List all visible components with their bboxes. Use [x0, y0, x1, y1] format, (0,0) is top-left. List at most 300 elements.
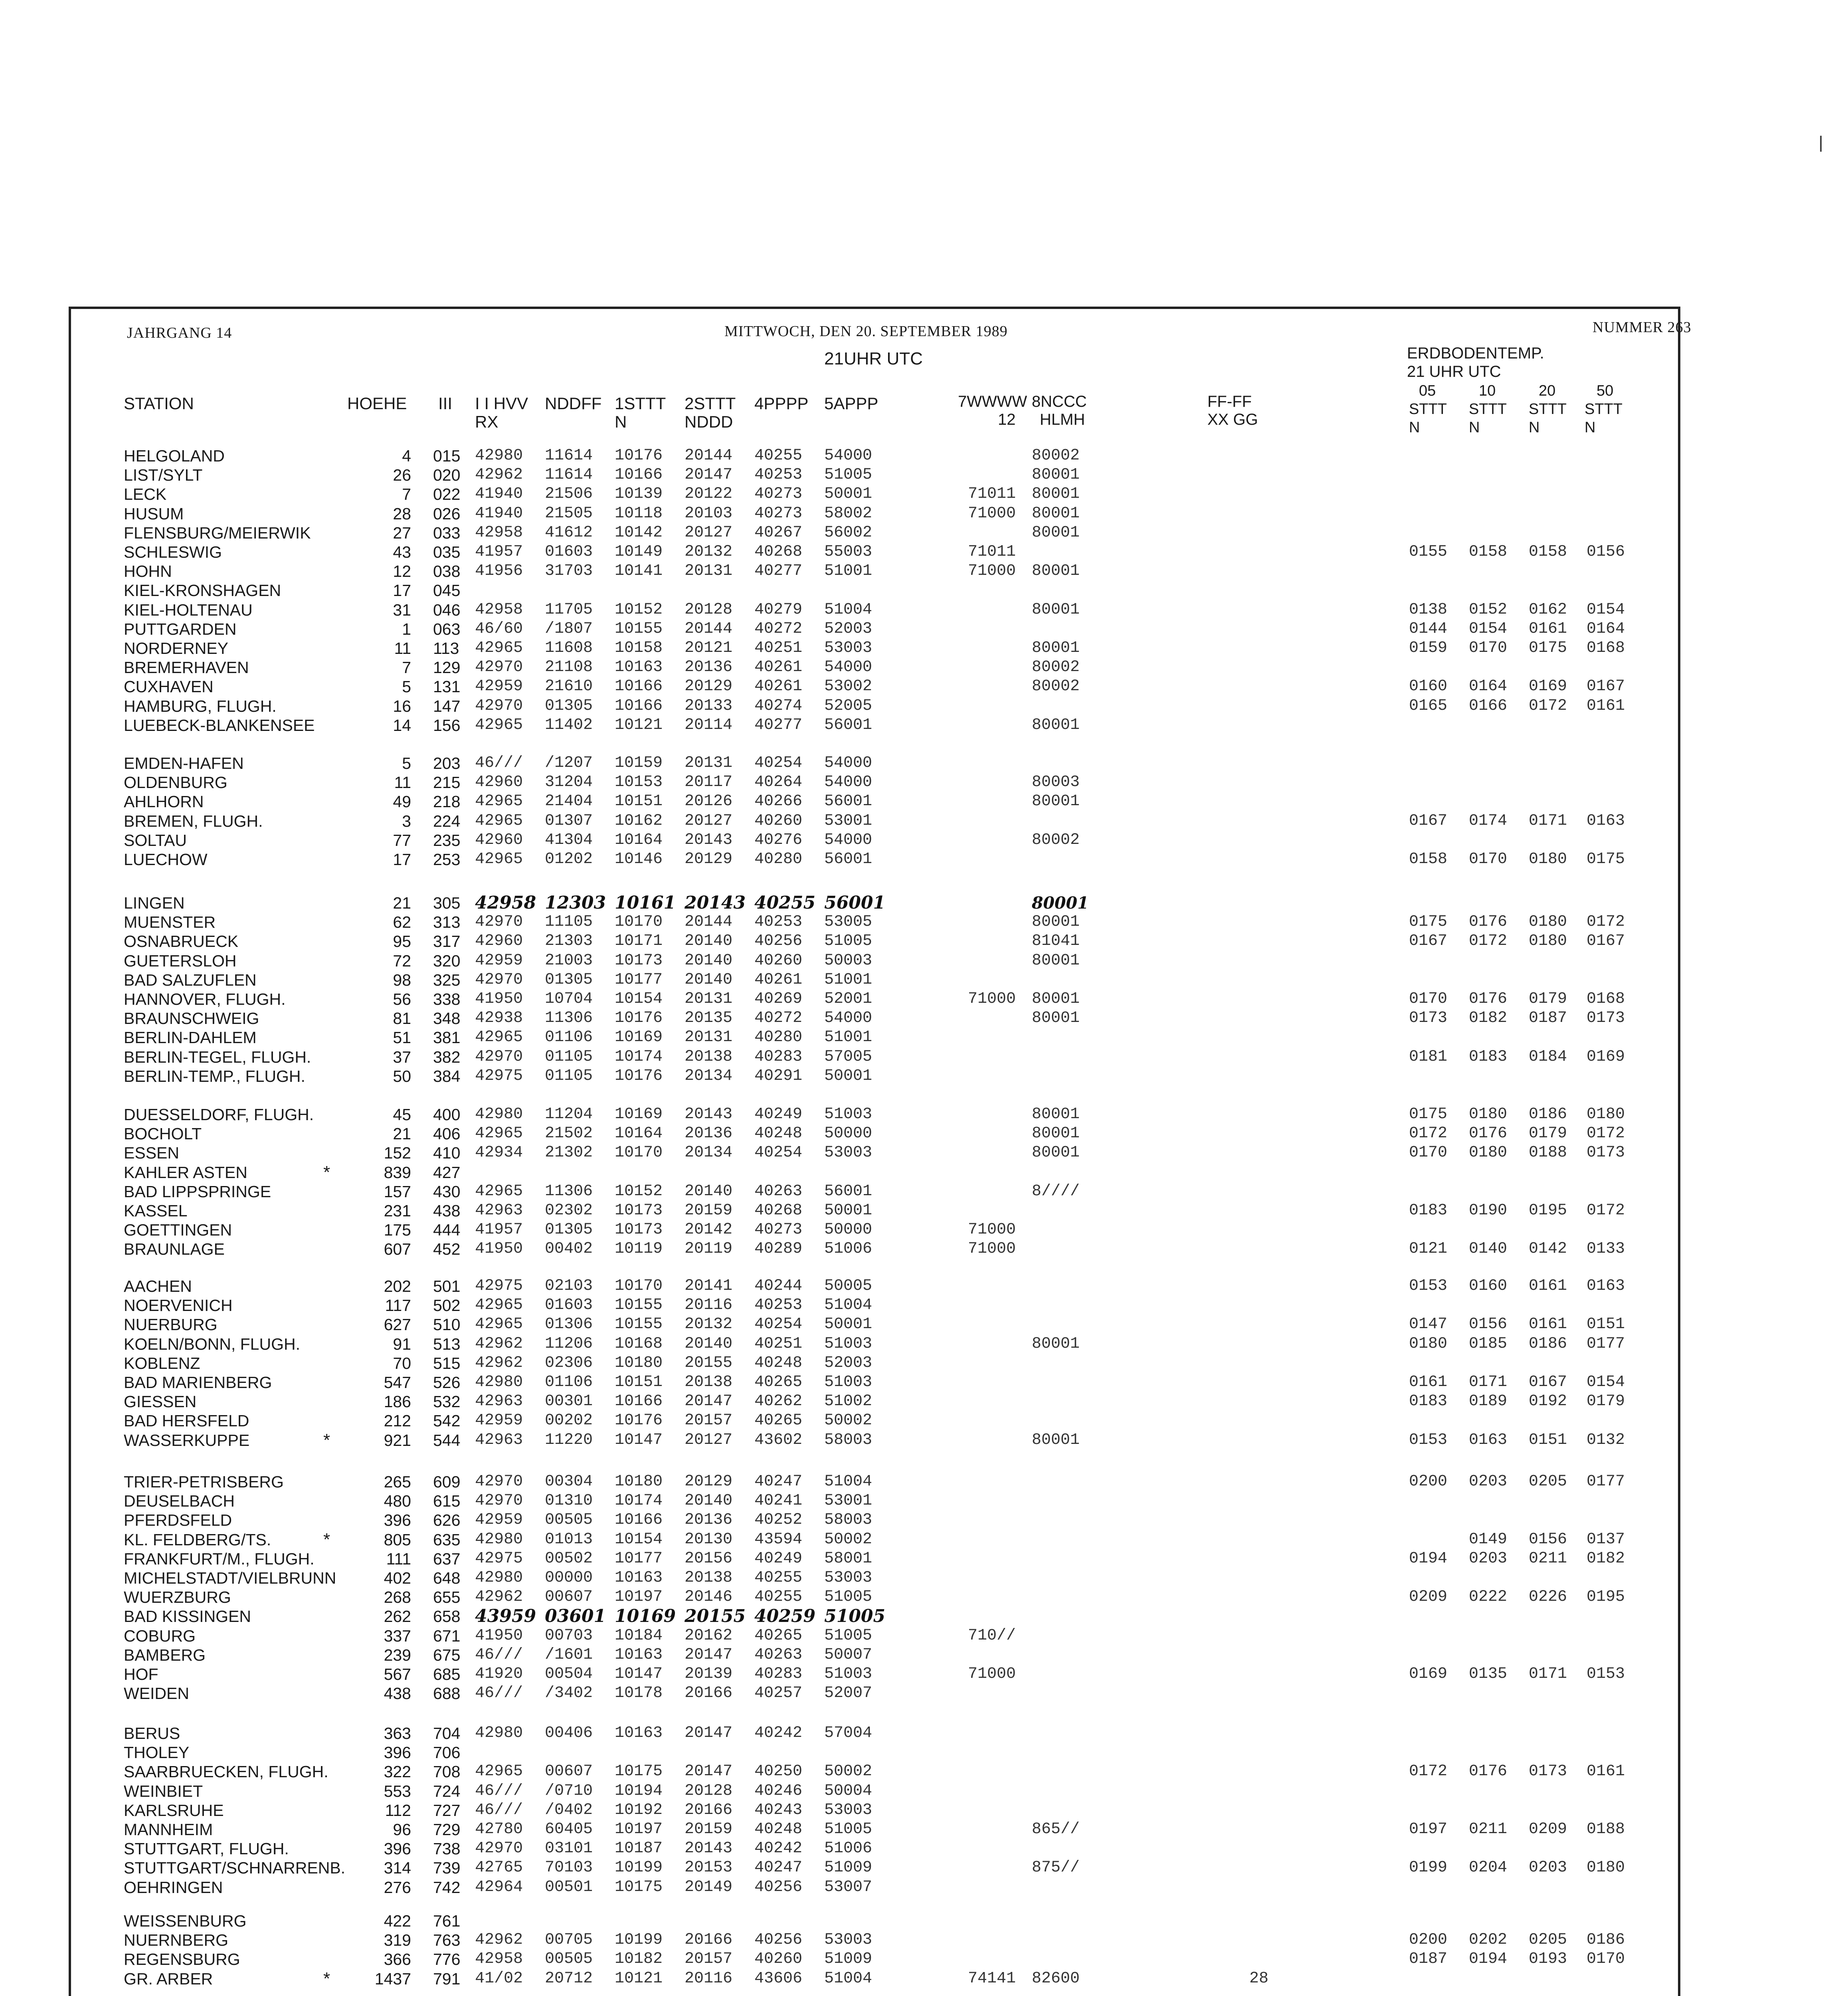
- station-name: WASSERKUPPE: [124, 1431, 250, 1449]
- obs-group: 20138: [685, 1048, 733, 1066]
- soil-temp-value: 0152: [1469, 600, 1508, 619]
- soil-temp-value: 0137: [1587, 1530, 1625, 1548]
- soil-temp-value: 0179: [1529, 1125, 1567, 1143]
- obs-group: 42965: [475, 1315, 523, 1334]
- obs-group: 20117: [685, 773, 733, 792]
- obs-group: 42963: [475, 1431, 523, 1449]
- obs-group: 10161: [615, 893, 676, 913]
- station-id: 452: [433, 1240, 461, 1259]
- cloud-group: 80002: [1032, 831, 1080, 849]
- station-id: 406: [433, 1125, 461, 1143]
- obs-group: 10173: [615, 951, 663, 970]
- obs-group: 41950: [475, 1240, 523, 1258]
- obs-group: 51004: [824, 1473, 873, 1491]
- soil-n-3: N: [1529, 419, 1540, 436]
- obs-group: 20134: [685, 1067, 733, 1085]
- obs-group: 58002: [824, 504, 873, 523]
- obs-group: 20126: [685, 792, 733, 811]
- obs-group: 00607: [545, 1588, 593, 1606]
- obs-group: 41950: [475, 1626, 523, 1645]
- soil-temp-value: 0185: [1469, 1335, 1508, 1353]
- station-id: 637: [433, 1549, 461, 1568]
- station-height: 62: [393, 913, 411, 932]
- soil-temp-value: 0169: [1587, 1048, 1625, 1066]
- obs-group: 57005: [824, 1048, 873, 1066]
- obs-group: 20153: [685, 1859, 733, 1877]
- cloud-group: 80002: [1032, 658, 1080, 677]
- table-row: [0, 970, 1848, 990]
- obs-group: 10176: [615, 1009, 663, 1028]
- station-id: 438: [433, 1202, 461, 1220]
- soil-temp-value: 0180: [1469, 1105, 1508, 1123]
- obs-group: 42965: [475, 1182, 523, 1200]
- obs-group: 51005: [824, 466, 873, 484]
- obs-group: 40267: [754, 523, 803, 542]
- obs-group: 10178: [615, 1684, 663, 1703]
- soil-temp-value: 0175: [1529, 639, 1567, 657]
- soil-temp-value: 0167: [1587, 932, 1625, 950]
- cloud-group: 80001: [1032, 716, 1080, 734]
- cloud-group: 80001: [1032, 1105, 1080, 1123]
- obs-group: 53003: [824, 1931, 873, 1949]
- obs-group: 51004: [824, 1296, 873, 1315]
- obs-group: 20134: [685, 1144, 733, 1162]
- table-row: [0, 1607, 1848, 1626]
- table-row: [0, 1163, 1848, 1182]
- soil-temp-value: 0166: [1469, 697, 1508, 715]
- soil-temp-value: 0186: [1529, 1335, 1567, 1353]
- soil-temp-value: 0183: [1409, 1202, 1448, 1220]
- obs-group: 42959: [475, 1511, 523, 1529]
- obs-group: 01105: [545, 1067, 593, 1085]
- obs-group: 42962: [475, 1931, 523, 1949]
- obs-group: 20146: [685, 1588, 733, 1606]
- obs-group: 10151: [615, 792, 663, 811]
- obs-group: 50007: [824, 1646, 873, 1664]
- obs-group: 50001: [824, 1067, 873, 1085]
- obs-group: 11105: [545, 913, 593, 931]
- station-name: STUTTGART, FLUGH.: [124, 1840, 289, 1858]
- station-id: 430: [433, 1182, 461, 1201]
- table-row: [0, 1950, 1848, 1969]
- obs-group: 51005: [824, 1606, 886, 1627]
- station-name: HANNOVER, FLUGH.: [124, 990, 286, 1008]
- soil-temp-value: 0172: [1469, 932, 1508, 950]
- col-station: STATION: [124, 394, 194, 413]
- station-height: 152: [384, 1144, 411, 1162]
- obs-group: 40255: [754, 1588, 803, 1606]
- soil-temp-value: 0176: [1469, 990, 1508, 1008]
- obs-group: 50002: [824, 1412, 873, 1430]
- obs-group: 01105: [545, 1048, 593, 1066]
- obs-group: 10170: [615, 913, 663, 931]
- station-height: 26: [393, 466, 411, 485]
- station-height: 276: [384, 1878, 411, 1897]
- station-height: 56: [393, 990, 411, 1008]
- soil-temp-value: 0169: [1409, 1665, 1448, 1683]
- station-height: 96: [393, 1820, 411, 1839]
- obs-group: 53007: [824, 1878, 873, 1896]
- obs-group: 42780: [475, 1820, 523, 1838]
- obs-group: 56002: [824, 523, 873, 542]
- station-id: 738: [433, 1840, 461, 1858]
- station-height: 43: [393, 543, 411, 561]
- station-name: BERLIN-TEGEL, FLUGH.: [124, 1048, 311, 1066]
- obs-group: 20147: [685, 1646, 733, 1664]
- station-id: 688: [433, 1684, 461, 1703]
- obs-group: 42970: [475, 970, 523, 989]
- station-height: 607: [384, 1240, 411, 1259]
- obs-group: 40265: [754, 1412, 803, 1430]
- station-id: 706: [433, 1743, 461, 1762]
- obs-group: 42965: [475, 1762, 523, 1781]
- station-name: TRIER-PETRISBERG: [124, 1473, 284, 1491]
- obs-group: 01603: [545, 1296, 593, 1315]
- obs-group: 21108: [545, 658, 593, 677]
- obs-group: 54000: [824, 447, 873, 465]
- obs-group: 50001: [824, 1202, 873, 1220]
- obs-group: 10192: [615, 1801, 663, 1819]
- table-row: [0, 1665, 1848, 1684]
- obs-group: 10166: [615, 1392, 663, 1411]
- table-row: [0, 1354, 1848, 1373]
- station-id: 727: [433, 1801, 461, 1820]
- obs-group: 10182: [615, 1950, 663, 1968]
- station-name: KASSEL: [124, 1202, 188, 1220]
- obs-group: 42962: [475, 1354, 523, 1372]
- obs-group: 10166: [615, 697, 663, 715]
- table-row: [0, 1220, 1848, 1240]
- station-height: 111: [386, 1549, 411, 1568]
- soil-temp-value: 0182: [1469, 1009, 1508, 1028]
- obs-group: 60405: [545, 1820, 593, 1838]
- obs-group: 20149: [685, 1878, 733, 1896]
- station-id: 400: [433, 1105, 461, 1124]
- obs-group: 11306: [545, 1182, 593, 1200]
- obs-group: 53002: [824, 677, 873, 696]
- station-height: 91: [393, 1335, 411, 1353]
- obs-group: 42980: [475, 1569, 523, 1587]
- obs-group: 46///: [475, 1801, 523, 1819]
- col-hoehe: HOEHE: [347, 394, 407, 413]
- soil-temp-value: 0153: [1409, 1277, 1448, 1295]
- soil-temp-value: 0182: [1587, 1549, 1625, 1568]
- station-id: 444: [433, 1221, 461, 1240]
- station-name: WUERZBURG: [124, 1588, 231, 1607]
- soil-temp-value: 0172: [1529, 697, 1567, 715]
- station-height: 98: [393, 970, 411, 989]
- obs-group: 46///: [475, 1684, 523, 1703]
- table-row: [0, 1411, 1848, 1430]
- obs-group: 20133: [685, 697, 733, 715]
- soil-temp-value: 0180: [1587, 1859, 1625, 1877]
- station-name: NOERVENICH: [124, 1296, 233, 1315]
- obs-group: 10141: [615, 562, 663, 580]
- obs-group: 00502: [545, 1549, 593, 1568]
- obs-group: 42970: [475, 1473, 523, 1491]
- obs-group: 42980: [475, 1530, 523, 1548]
- obs-group: 21003: [545, 951, 593, 970]
- obs-group: 40259: [754, 1606, 816, 1627]
- obs-group: 40247: [754, 1859, 803, 1877]
- obs-group: 54000: [824, 1009, 873, 1028]
- soil-temp-value: 0171: [1529, 812, 1567, 830]
- station-id: 513: [433, 1335, 461, 1353]
- station-id: 761: [433, 1912, 461, 1930]
- obs-group: 00406: [545, 1724, 593, 1742]
- station-id: 708: [433, 1762, 461, 1781]
- obs-group: 11614: [545, 447, 593, 465]
- obs-group: 41957: [475, 543, 523, 561]
- table-row: [0, 1431, 1848, 1450]
- cloud-group: 80001: [1032, 1144, 1080, 1162]
- station-height: 1437: [374, 1969, 411, 1988]
- obs-group: /3402: [545, 1684, 593, 1703]
- station-name: HELGOLAND: [124, 447, 225, 465]
- soil-temp-value: 0171: [1529, 1665, 1567, 1683]
- table-row: [0, 1472, 1848, 1491]
- obs-group: 42980: [475, 1105, 523, 1123]
- obs-group: 42962: [475, 466, 523, 484]
- soil-temp-value: 0167: [1409, 932, 1448, 950]
- station-id: 791: [433, 1969, 461, 1988]
- station-name: REGENSBURG: [124, 1950, 240, 1969]
- soil-temp-value: 0170: [1469, 850, 1508, 868]
- soil-temp-value: 0153: [1409, 1431, 1448, 1449]
- cloud-group: 80001: [1032, 913, 1080, 931]
- obs-group: 40250: [754, 1762, 803, 1781]
- station-name: DUESSELDORF, FLUGH.: [124, 1105, 314, 1124]
- table-row: [0, 523, 1848, 543]
- table-row: [0, 1028, 1848, 1047]
- soil-temp-value: 0177: [1587, 1473, 1625, 1491]
- soil-temp-value: 0176: [1469, 1762, 1508, 1781]
- soil-temp-value: 0140: [1469, 1240, 1508, 1258]
- station-id: 147: [433, 697, 461, 715]
- station-id: 131: [433, 677, 461, 696]
- soil-temp-value: 0163: [1587, 1277, 1625, 1295]
- station-height: 337: [384, 1626, 411, 1645]
- station-name: HOF: [124, 1665, 158, 1683]
- soil-temp-value: 0203: [1529, 1859, 1567, 1877]
- col-8nccc-sub: HLMH: [1040, 411, 1085, 428]
- station-height: 3: [402, 812, 411, 830]
- obs-group: 42975: [475, 1549, 523, 1568]
- obs-group: 20127: [685, 523, 733, 542]
- soil-temp-value: 0171: [1469, 1373, 1508, 1391]
- obs-group: 41956: [475, 562, 523, 580]
- station-id: 515: [433, 1354, 461, 1372]
- table-row: [0, 1839, 1848, 1858]
- obs-group: 40273: [754, 485, 803, 503]
- obs-group: 40247: [754, 1473, 803, 1491]
- obs-group: 02306: [545, 1354, 593, 1372]
- station-name: GUETERSLOH: [124, 951, 237, 970]
- obs-group: 20141: [685, 1277, 733, 1295]
- obs-group: 40251: [754, 639, 803, 657]
- soil-temp-value: 0172: [1409, 1762, 1448, 1781]
- station-name: BERLIN-TEMP., FLUGH.: [124, 1067, 305, 1085]
- obs-group: 40254: [754, 1315, 803, 1334]
- obs-group: 10152: [615, 600, 663, 619]
- soil-temp-value: 0174: [1469, 812, 1508, 830]
- station-name: BERLIN-DAHLEM: [124, 1028, 257, 1047]
- obs-group: 10173: [615, 1202, 663, 1220]
- obs-group: 40280: [754, 1028, 803, 1047]
- station-height: 4: [402, 447, 411, 465]
- obs-group: 10159: [615, 754, 663, 772]
- obs-group: 20103: [685, 504, 733, 523]
- obs-group: 31204: [545, 773, 593, 792]
- station-name: BOCHOLT: [124, 1125, 202, 1143]
- obs-group: 42970: [475, 1048, 523, 1066]
- obs-group: 56001: [824, 893, 886, 913]
- table-row: [0, 1743, 1848, 1762]
- station-height: 839: [384, 1163, 411, 1182]
- station-id: 655: [433, 1588, 461, 1607]
- obs-group: 10118: [615, 504, 663, 523]
- obs-group: 56001: [824, 716, 873, 734]
- obs-group: 42964: [475, 1878, 523, 1896]
- station-id: 045: [433, 581, 461, 600]
- station-id: 218: [433, 792, 461, 811]
- station-name: BAD MARIENBERG: [124, 1373, 272, 1392]
- soil-temp-value: 0173: [1529, 1762, 1567, 1781]
- cloud-group: 80001: [1032, 562, 1080, 580]
- station-name: THOLEY: [124, 1743, 190, 1762]
- soil-temp-value: 0168: [1587, 639, 1625, 657]
- obs-group: 43959: [475, 1606, 536, 1627]
- obs-group: 52003: [824, 1354, 873, 1372]
- soil-temp-value: 0173: [1409, 1009, 1448, 1028]
- station-id: 648: [433, 1569, 461, 1587]
- station-height: 212: [384, 1412, 411, 1430]
- obs-group: 40277: [754, 716, 803, 734]
- obs-group: 41612: [545, 523, 593, 542]
- soil-temp-title: ERDBODENTEMP.: [1407, 345, 1544, 362]
- obs-group: 42965: [475, 639, 523, 657]
- station-height: 175: [384, 1221, 411, 1240]
- obs-group: 10164: [615, 831, 663, 849]
- soil-temp-value: 0170: [1409, 990, 1448, 1008]
- station-id: 313: [433, 913, 461, 932]
- obs-group: 01305: [545, 970, 593, 989]
- col-8nccc: 8NCCC: [1032, 393, 1087, 410]
- station-height: 95: [393, 932, 411, 951]
- obs-group: 10173: [615, 1221, 663, 1239]
- soil-temp-value: 0188: [1529, 1144, 1567, 1162]
- station-height: 7: [402, 658, 411, 677]
- soil-temp-value: 0163: [1587, 812, 1625, 830]
- obs-group: 52005: [824, 697, 873, 715]
- table-row: [0, 1549, 1848, 1568]
- soil-temp-time: 21 UHR UTC: [1407, 363, 1501, 380]
- obs-group: 11705: [545, 600, 593, 619]
- obs-group: 20116: [685, 1969, 733, 1988]
- obs-group: 40248: [754, 1820, 803, 1838]
- station-id: 685: [433, 1665, 461, 1683]
- soil-temp-value: 0180: [1469, 1144, 1508, 1162]
- obs-group: 42970: [475, 1840, 523, 1858]
- table-row: [0, 1491, 1848, 1511]
- obs-group: 20144: [685, 447, 733, 465]
- obs-group: 20140: [685, 1182, 733, 1200]
- obs-group: 40253: [754, 1296, 803, 1315]
- soil-temp-value: 0205: [1529, 1931, 1567, 1949]
- obs-group: 42765: [475, 1859, 523, 1877]
- obs-group: 51006: [824, 1240, 873, 1258]
- obs-group: 20144: [685, 620, 733, 638]
- obs-group: 40266: [754, 792, 803, 811]
- obs-group: 20132: [685, 543, 733, 561]
- soil-temp-value: 0158: [1469, 543, 1508, 561]
- table-row: [0, 1067, 1848, 1086]
- obs-group: 20138: [685, 1373, 733, 1391]
- obs-group: 42958: [475, 600, 523, 619]
- table-row: [0, 932, 1848, 951]
- obs-group: 40249: [754, 1549, 803, 1568]
- station-id: 542: [433, 1412, 461, 1430]
- station-name: HAMBURG, FLUGH.: [124, 697, 277, 715]
- soil-temp-value: 0161: [1409, 1373, 1448, 1391]
- soil-sttt-1: STTT: [1409, 401, 1447, 418]
- station-height: 77: [393, 831, 411, 849]
- obs-group: 51003: [824, 1373, 873, 1391]
- station-id: 348: [433, 1009, 461, 1028]
- soil-temp-value: 0222: [1469, 1588, 1508, 1606]
- station-id: 763: [433, 1931, 461, 1950]
- obs-group: 20159: [685, 1820, 733, 1838]
- obs-group: 58003: [824, 1431, 873, 1449]
- soil-temp-value: 0193: [1529, 1950, 1567, 1968]
- station-height: 265: [384, 1473, 411, 1491]
- obs-group: 01306: [545, 1315, 593, 1334]
- obs-group: 20131: [685, 1028, 733, 1047]
- soil-temp-value: 0192: [1529, 1392, 1567, 1411]
- obs-group: 50001: [824, 1315, 873, 1334]
- obs-group: 11220: [545, 1431, 593, 1449]
- station-id: 635: [433, 1530, 461, 1549]
- obs-group: 40273: [754, 1221, 803, 1239]
- station-name: LECK: [124, 485, 167, 504]
- obs-group: 10187: [615, 1840, 663, 1858]
- obs-group: 40283: [754, 1665, 803, 1683]
- obs-group: 52007: [824, 1684, 873, 1703]
- obs-group: 01013: [545, 1530, 593, 1548]
- soil-temp-value: 0133: [1587, 1240, 1625, 1258]
- obs-group: 54000: [824, 658, 873, 677]
- weather-group: 71000: [968, 1240, 1016, 1258]
- station-height: 396: [384, 1840, 411, 1858]
- col-4pppp: 4PPPP: [754, 394, 809, 413]
- cloud-group: 875//: [1032, 1859, 1080, 1877]
- obs-group: 51001: [824, 970, 873, 989]
- obs-group: /1807: [545, 620, 593, 638]
- station-id: 544: [433, 1431, 461, 1449]
- obs-group: 58001: [824, 1549, 873, 1568]
- soil-temp-value: 0189: [1469, 1392, 1508, 1411]
- soil-temp-value: 0209: [1409, 1588, 1448, 1606]
- obs-group: 10174: [615, 1048, 663, 1066]
- soil-temp-value: 0195: [1529, 1202, 1567, 1220]
- table-row: [0, 485, 1848, 504]
- obs-group: 10142: [615, 523, 663, 542]
- obs-group: 01305: [545, 697, 593, 715]
- station-id: 384: [433, 1067, 461, 1085]
- soil-temp-value: 0202: [1469, 1931, 1508, 1949]
- station-name: LIST/SYLT: [124, 466, 203, 485]
- obs-group: 10147: [615, 1665, 663, 1683]
